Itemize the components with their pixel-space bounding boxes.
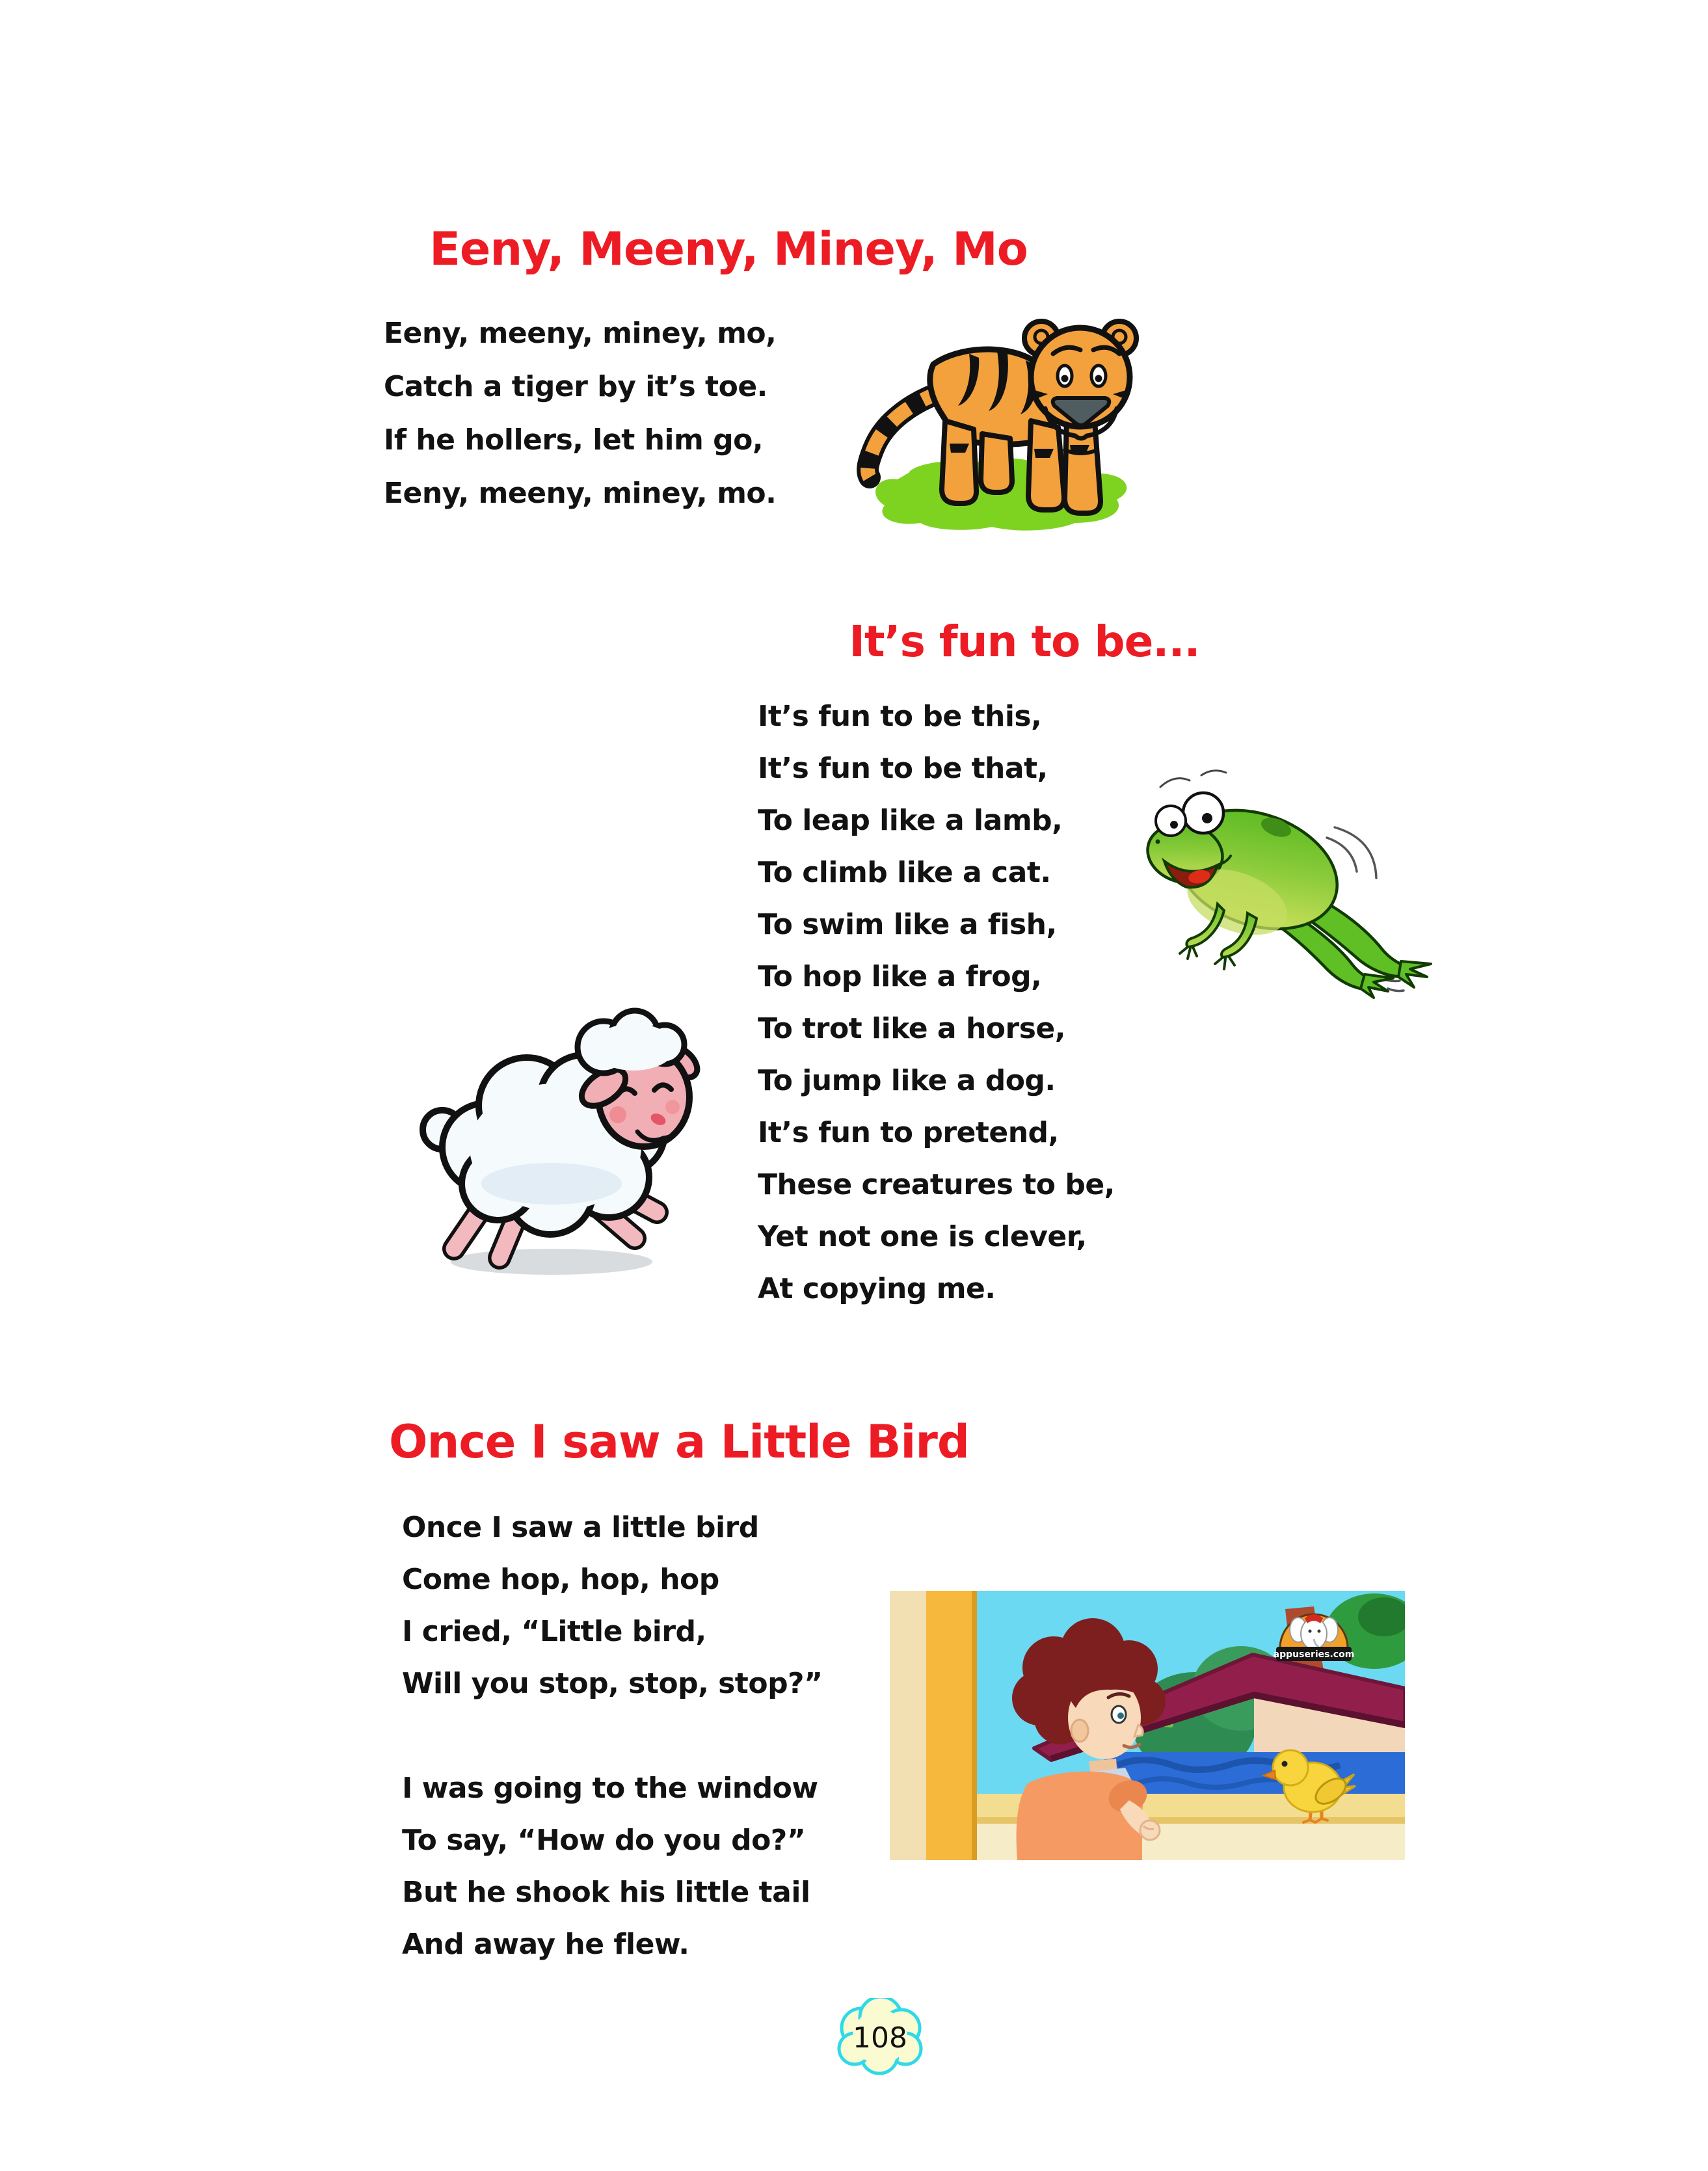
poem-line: To swim like a fish, (758, 908, 1057, 941)
lamb-shadow (451, 1249, 652, 1275)
poem-line: To say, “How do you do?” (402, 1824, 806, 1857)
chick-head (1273, 1750, 1308, 1785)
frog-illustration (1120, 762, 1435, 1000)
poem-line: To trot like a horse, (758, 1012, 1065, 1045)
poem-line: Once I saw a little bird (402, 1511, 759, 1544)
poem-line: And away he flew. (402, 1928, 689, 1961)
tiger-illustration (836, 281, 1141, 535)
poem-line: Eeny, meeny, miney, mo. (384, 477, 777, 510)
boy-ear (1071, 1720, 1088, 1742)
tiger-icon (836, 281, 1141, 535)
poem-line: If he hollers, let him go, (384, 423, 764, 457)
poem-line: To hop like a frog, (758, 960, 1042, 993)
boy-and-bird-window-icon (890, 1591, 1405, 1860)
poem-line: Come hop, hop, hop (402, 1563, 719, 1596)
poem-line: I was going to the window (402, 1772, 818, 1805)
page-number-cloud (830, 1998, 929, 2075)
boy-fist (1140, 1820, 1160, 1840)
poem-line: Catch a tiger by it’s toe. (384, 370, 767, 403)
poem-line: But he shook his little tail (402, 1876, 810, 1909)
lamb-illustration (389, 977, 704, 1286)
poem-line: Eeny, meeny, miney, mo, (384, 317, 777, 350)
poem-line: Will you stop, stop, stop?” (402, 1667, 823, 1700)
window-frame (926, 1591, 974, 1860)
poem-little-bird-stanza2 (402, 1763, 818, 1971)
poem-line: At copying me. (758, 1272, 996, 1305)
poem-line: It’s fun to be that, (758, 752, 1048, 785)
window-scene-illustration (890, 1591, 1405, 1860)
poem-line: I cried, “Little bird, (402, 1615, 706, 1648)
frog-eye (1156, 806, 1186, 836)
cloud-icon (830, 1998, 929, 2075)
poem-little-bird-stanza1 (402, 1502, 823, 1710)
poem-line: To leap like a lamb, (758, 804, 1063, 837)
poem-line: It’s fun to pretend, (758, 1116, 1059, 1149)
leaping-frog-icon (1120, 762, 1435, 1000)
page-number: 108 (853, 2021, 907, 2055)
poem-its-fun (758, 691, 1115, 1315)
poem-line: Yet not one is clever, (758, 1220, 1087, 1253)
poem-title-eeny-meeny: Eeny, Meeny, Miney, Mo (429, 222, 1028, 276)
logo-text: appuseries.com (1273, 1649, 1355, 1660)
poem-line: It’s fun to be this, (758, 700, 1042, 733)
poem-title-its-fun: It’s fun to be... (849, 617, 1200, 667)
frog-eye (1183, 793, 1223, 833)
poem-title-little-bird: Once I saw a Little Bird (389, 1415, 969, 1469)
leaping-lamb-icon (389, 977, 704, 1286)
poem-line: To climb like a cat. (758, 856, 1051, 889)
chick-eye (1282, 1761, 1288, 1767)
poem-line: These creatures to be, (758, 1168, 1115, 1201)
elephant-face (1301, 1618, 1327, 1649)
poem-eeny-meeny (384, 307, 776, 520)
poem-line: To jump like a dog. (758, 1064, 1056, 1097)
